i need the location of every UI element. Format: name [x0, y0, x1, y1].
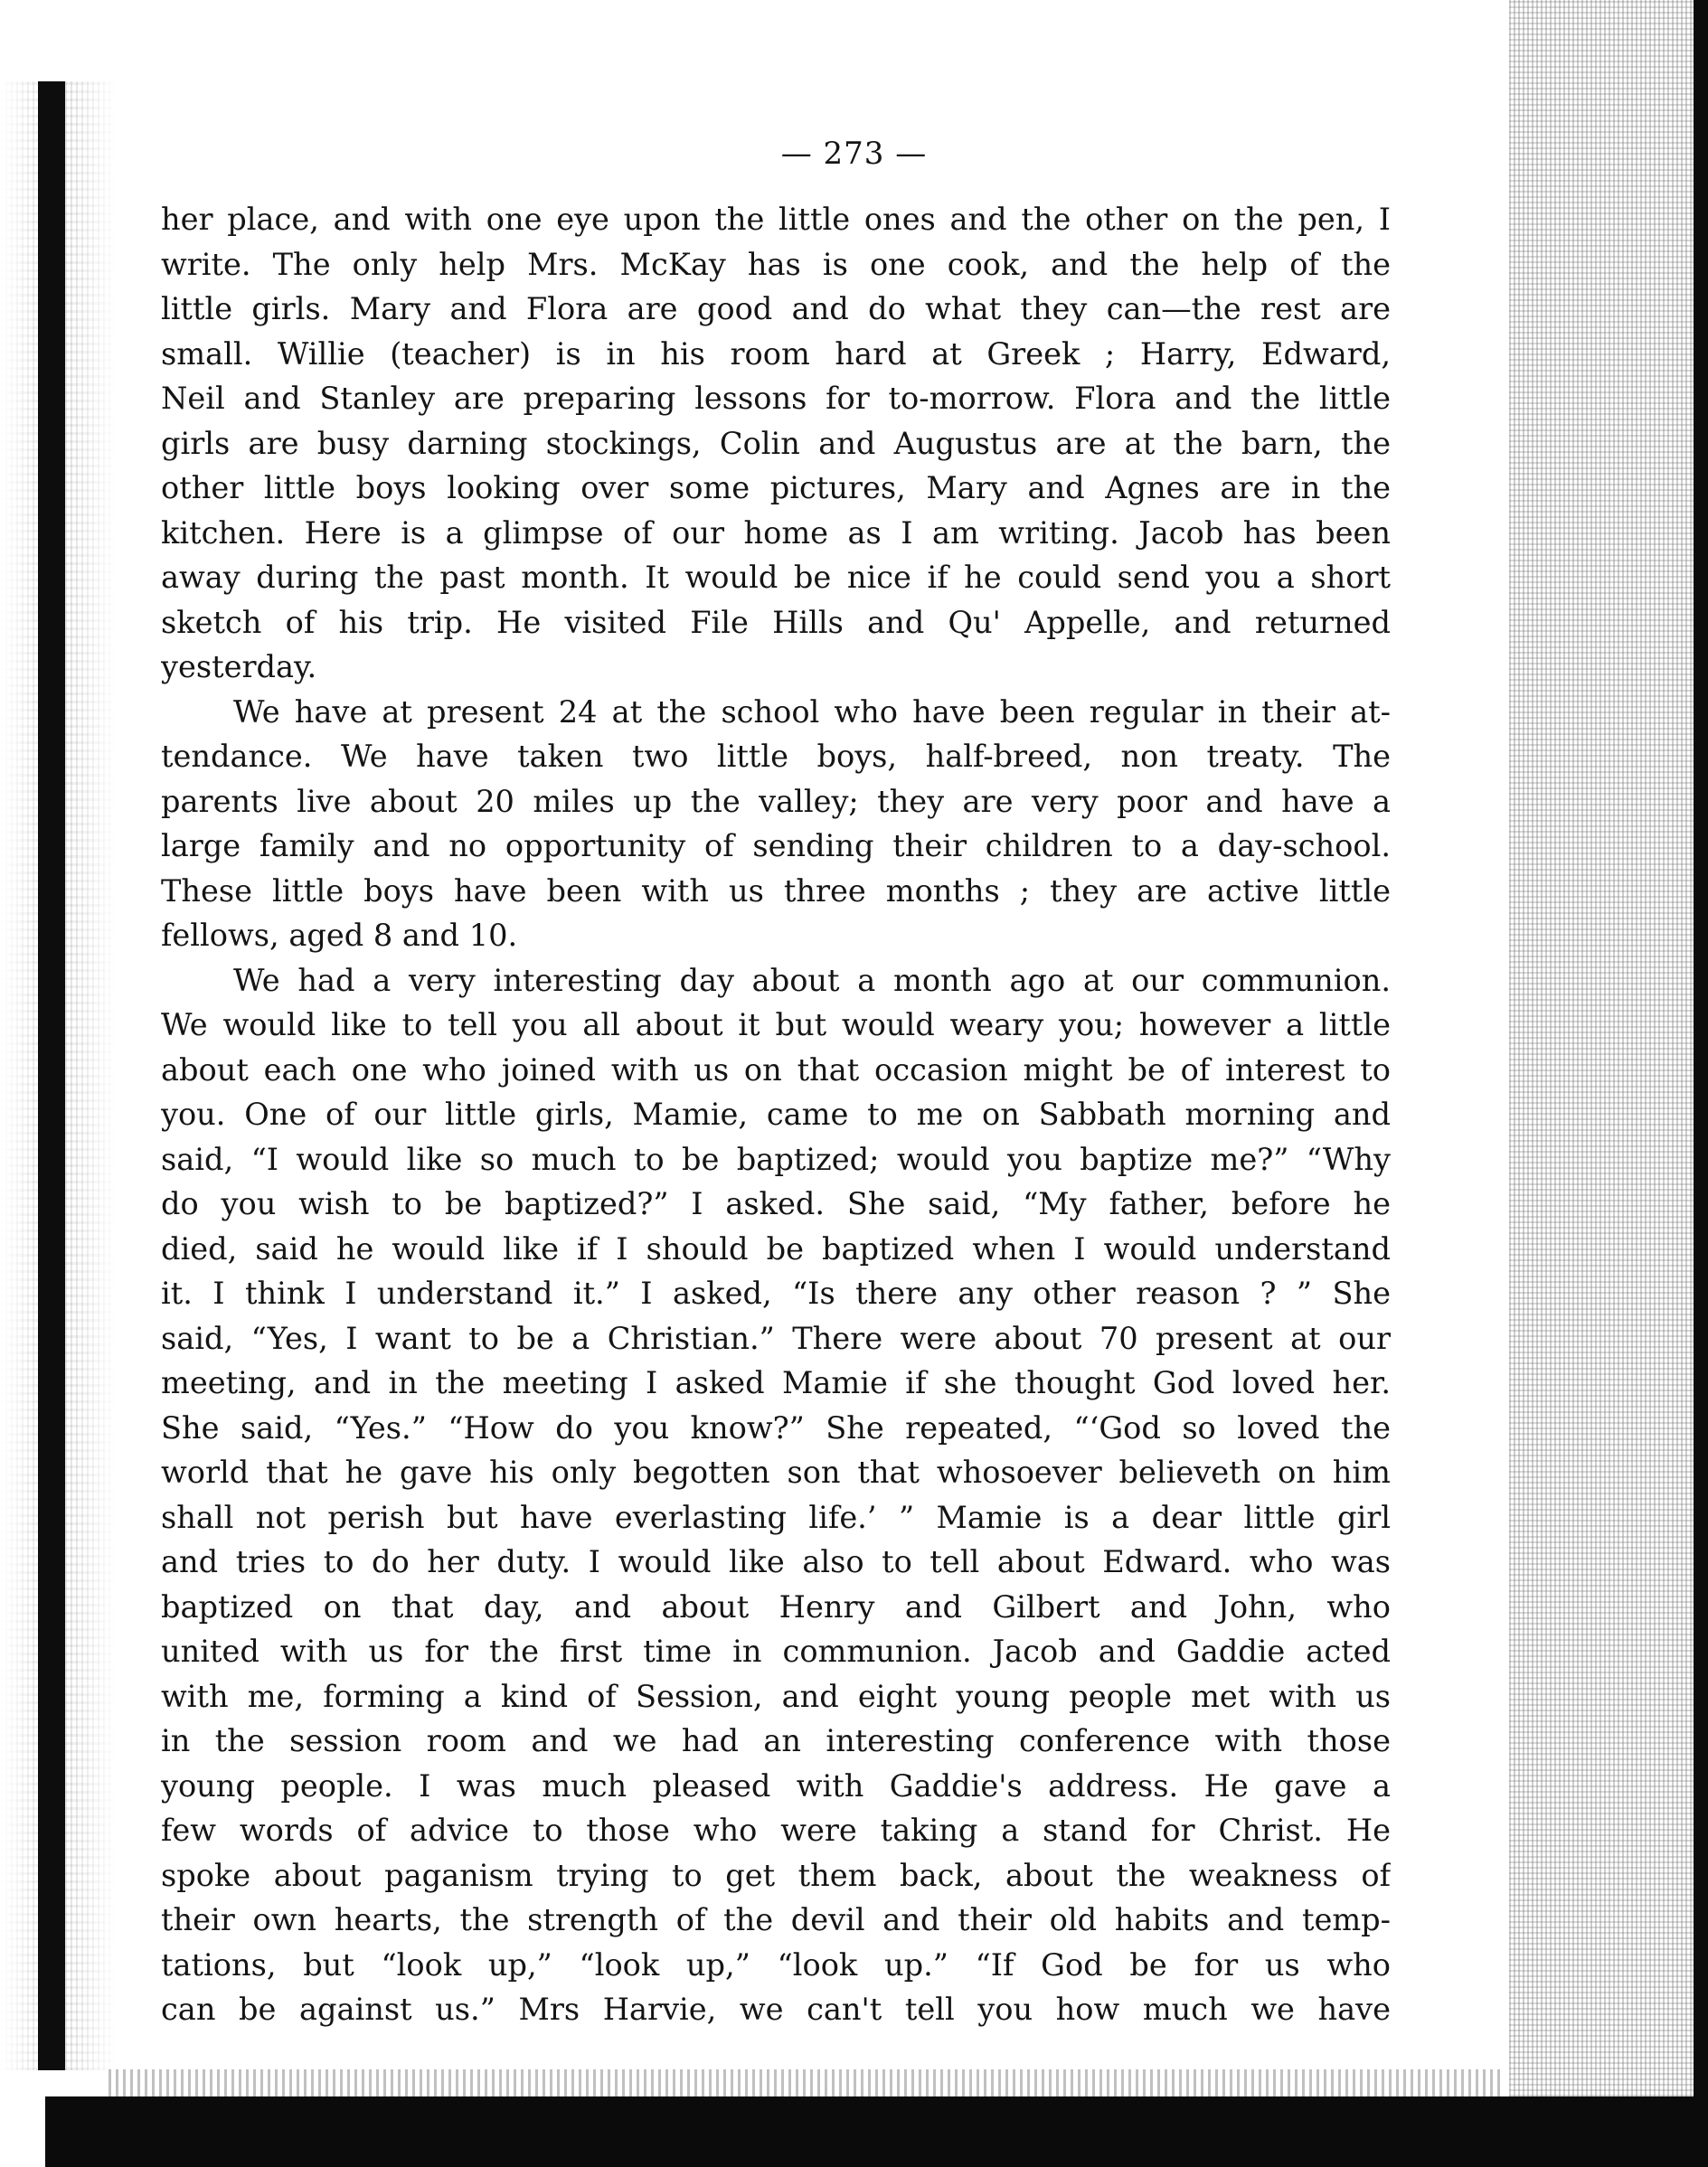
- text-line: girls are busy darning stockings, Colin and Augustus are at the barn, the: [161, 425, 1391, 461]
- text-line: write. The only help Mrs. McKay has is one cook, and the help of the: [161, 246, 1391, 282]
- text-line: large family and no opportunity of sending their children to a day-school.: [161, 828, 1391, 863]
- text-line: We had a very interesting day about a month ago at our communion.: [233, 962, 1391, 998]
- text-line: few words of advice to those who were taking a stand for Christ. He: [161, 1813, 1391, 1848]
- text-line: do you wish to be baptized?” I asked. She said, “My father, before he: [161, 1186, 1391, 1221]
- text-line: united with us for the first time in communion. Jacob and Gaddie acted: [161, 1634, 1391, 1669]
- scan-right-border: [1509, 0, 1708, 2167]
- scan-bottom-noise: [109, 2069, 1500, 2096]
- text-line: These little boys have been with us three months ; they are active little: [161, 872, 1391, 909]
- text-line: spoke about paganism trying to get them back, about the weakness of: [161, 1857, 1391, 1893]
- text-line: baptized on that day, and about Henry and Gilbert and John, who: [161, 1588, 1391, 1625]
- text-line: it. I think I understand it.” I asked, “Is there any other reason ? ” She: [161, 1276, 1391, 1311]
- scan-bottom-edge: [45, 2096, 1708, 2167]
- page-number: — 273 —: [780, 136, 928, 172]
- text-line: in the session room and we had an interesting conference with those: [161, 1723, 1391, 1758]
- text-line: meeting, and in the meeting I asked Mamie if she thought God loved her.: [161, 1365, 1391, 1400]
- text-line: away during the past month. It would be nice if he could send you a short: [161, 560, 1391, 595]
- text-line: her place, and with one eye upon the little ones and the other on the pen, I: [161, 202, 1391, 237]
- text-line: little girls. Mary and Flora are good and do what they can—the rest are: [161, 291, 1391, 326]
- text-line: We would like to tell you all about it but would weary you; however a little: [161, 1007, 1391, 1042]
- text-line: other little boys looking over some pictures, Mary and Agnes are in the: [161, 470, 1391, 505]
- scan-left-edge: [38, 81, 65, 2070]
- text-line: with me, forming a kind of Session, and eight young people met with us: [161, 1678, 1391, 1714]
- text-line: We have at present 24 at the school who have been regular in their at-: [233, 693, 1391, 730]
- text-line: you. One of our little girls, Mamie, came to me on Sabbath morning and: [161, 1097, 1391, 1132]
- text-line: tations, but “look up,” “look up,” “look up.” “If God be for us who: [161, 1946, 1391, 1983]
- text-line: parents live about 20 miles up the valley; they are very poor and have a: [161, 783, 1391, 819]
- text-line: kitchen. Here is a glimpse of our home as I am writing. Jacob has been: [161, 514, 1391, 551]
- body-text: [161, 197, 1391, 2032]
- scan-right-edge: [1694, 0, 1708, 2167]
- text-line: tendance. We have taken two little boys, half-breed, non treaty. The: [161, 739, 1391, 774]
- text-line: She said, “Yes.” “How do you know?” She repeated, “‘God so loved the: [161, 1409, 1391, 1446]
- text-line: sketch of his trip. He visited File Hills and Qu' Appelle, and returned: [161, 604, 1391, 640]
- text-line: said, “Yes, I want to be a Christian.” There were about 70 present at our: [161, 1320, 1391, 1356]
- text-line: fellows, aged 8 and 10.: [161, 918, 518, 953]
- text-line: their own hearts, the strength of the devil and their old habits and temp-: [161, 1902, 1391, 1937]
- text-line: young people. I was much pleased with Gaddie's address. He gave a: [161, 1767, 1391, 1804]
- text-line: world that he gave his only begotten son that whosoever believeth on him: [161, 1455, 1391, 1490]
- text-line: shall not perish but have everlasting life.’ ” Mamie is a dear little girl: [161, 1499, 1391, 1535]
- text-line: and tries to do her duty. I would like also to tell about Edward. who was: [161, 1544, 1391, 1579]
- text-line: can be against us.” Mrs Harvie, we can't tell you how much we have: [161, 1992, 1391, 2027]
- text-line: small. Willie (teacher) is in his room hard at Greek ; Harry, Edward,: [161, 335, 1391, 372]
- text-line: said, “I would like so much to be baptized; would you baptize me?” “Why: [161, 1141, 1391, 1177]
- text-line: died, said he would like if I should be baptized when I would understand: [161, 1230, 1391, 1267]
- text-line: about each one who joined with us on that occasion might be of interest to: [161, 1051, 1391, 1088]
- text-line: Neil and Stanley are preparing lessons for to-morrow. Flora and the little: [161, 381, 1391, 416]
- text-line: yesterday.: [161, 649, 317, 684]
